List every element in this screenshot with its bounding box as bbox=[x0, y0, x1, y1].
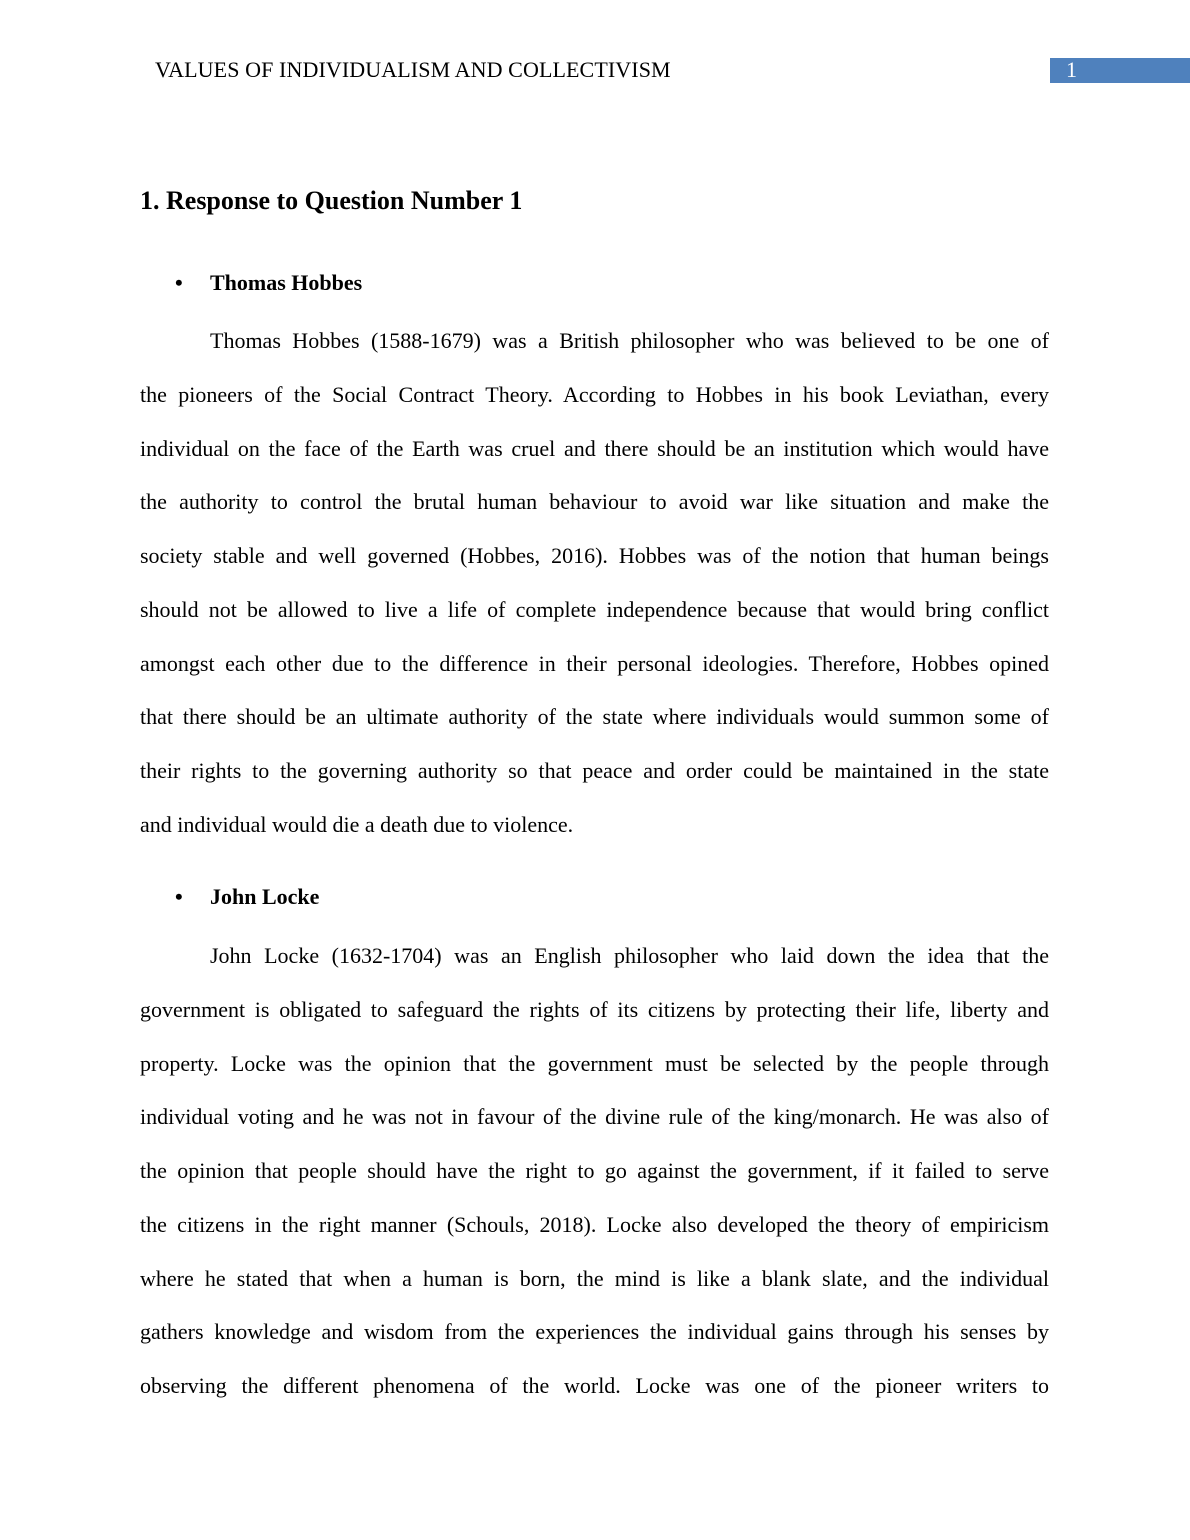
paragraph-locke bbox=[140, 929, 1049, 1413]
text-line: where he stated that when a human is born, the mind is like a blank slate, and the individual bbox=[140, 1265, 1049, 1291]
bullet-icon: • bbox=[175, 270, 183, 295]
text-line: gathers knowledge and wisdom from the experiences the individual gains through his senses by bbox=[140, 1319, 1049, 1345]
text-line: Thomas Hobbes (1588-1679) was a British philosopher who was believed to be one of bbox=[210, 328, 1049, 353]
text-line: amongst each other due to the difference in their personal ideologies. Therefore, Hobbes opined bbox=[140, 650, 1049, 676]
page-number: 1 bbox=[1066, 57, 1077, 82]
text-line: the citizens in the right manner (Schouls, 2018). Locke also developed the theory of empiricism bbox=[140, 1211, 1049, 1237]
text-line: observing the different phenomena of the world. Locke was one of the pioneer writers to bbox=[140, 1373, 1049, 1398]
subheading: John Locke bbox=[210, 884, 320, 909]
text-line: property. Locke was the opinion that the government must be selected by the people through bbox=[140, 1050, 1049, 1076]
paragraph-hobbes bbox=[140, 314, 1049, 852]
text-line: should not be allowed to live a life of complete independence because that would bring conflict bbox=[140, 596, 1049, 622]
running-head: VALUES OF INDIVIDUALISM AND COLLECTIVISM bbox=[155, 57, 671, 82]
bullet-icon: • bbox=[175, 884, 183, 909]
text-line: individual on the face of the Earth was cruel and there should be an institution which would have bbox=[140, 435, 1049, 461]
text-line: society stable and well governed (Hobbes, 2016). Hobbes was of the notion that human beings bbox=[140, 543, 1049, 568]
text-line: the pioneers of the Social Contract Theory. According to Hobbes in his book Leviathan, every bbox=[140, 381, 1049, 407]
text-line: individual voting and he was not in favour of the divine rule of the king/monarch. He was also of bbox=[140, 1104, 1049, 1130]
subheading: Thomas Hobbes bbox=[210, 270, 363, 295]
text-line: the authority to control the brutal human behaviour to avoid war like situation and make the bbox=[140, 489, 1049, 515]
text-line: that there should be an ultimate authority of the state where individuals would summon some of bbox=[140, 704, 1049, 730]
text-line: the opinion that people should have the right to go against the government, if it failed to serve bbox=[140, 1158, 1049, 1183]
page-number-bar bbox=[1050, 58, 1190, 83]
text-line: and individual would die a death due to violence. bbox=[140, 811, 574, 837]
text-line: their rights to the governing authority so that peace and order could be maintained in the state bbox=[140, 758, 1049, 783]
text-line: John Locke (1632-1704) was an English philosopher who laid down the idea that the bbox=[210, 943, 1049, 968]
section-heading: 1. Response to Question Number 1 bbox=[140, 186, 523, 215]
text-line: government is obligated to safeguard the rights of its citizens by protecting their life, liberty and bbox=[140, 996, 1049, 1022]
